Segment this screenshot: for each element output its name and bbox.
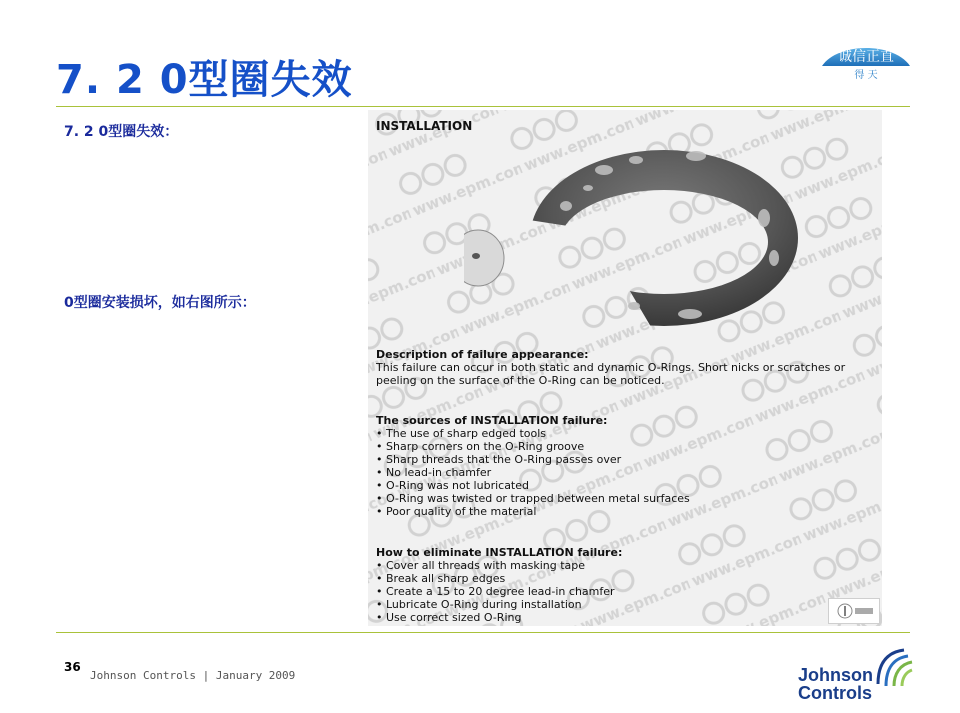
source-item: • Sharp threads that the O-Ring passes over xyxy=(376,453,690,466)
figure-heading: INSTALLATION xyxy=(376,119,473,133)
stamp-icon xyxy=(828,598,880,624)
footer-text: Johnson Controls | January 2009 xyxy=(90,669,296,682)
logo-chinese-sub: 得 天 xyxy=(854,70,878,81)
swirl-icon xyxy=(874,648,914,688)
eliminate-item: • Create a 15 to 20 degree lead-in chamfer xyxy=(376,585,622,598)
eliminate-item: • Cover all threads with masking tape xyxy=(376,559,622,572)
page-number: 36 xyxy=(64,660,81,674)
source-item: • No lead-in chamfer xyxy=(376,466,690,479)
brand-word-1: Johnson xyxy=(798,665,873,685)
eliminate-title: How to eliminate INSTALLATION failure: xyxy=(376,546,623,559)
source-item: • Poor quality of the material xyxy=(376,505,690,518)
eliminate-item: • Break all sharp edges xyxy=(376,572,622,585)
eliminate-item: • Lubricate O-Ring during installation xyxy=(376,598,622,611)
description-line-1: This failure can occur in both static and dynamic O-Rings. Short nicks or scratches or xyxy=(376,361,846,374)
figure-caption: 0型圈安装损坏，如右图所示： xyxy=(64,295,256,311)
source-item: • The use of sharp edged tools xyxy=(376,427,690,440)
section-subtitle: 7. 2 0型圈失效： xyxy=(64,124,179,140)
installation-figure xyxy=(368,110,882,626)
slide-title: 7. 2 0型圈失效 xyxy=(56,57,353,103)
johnson-controls-logo xyxy=(794,648,914,704)
bottom-divider xyxy=(56,632,910,633)
description-title: Description of failure appearance: xyxy=(376,348,589,361)
logo-chinese-main: 诚信正直 xyxy=(838,49,894,65)
source-item: • Sharp corners on the O-Ring groove xyxy=(376,440,690,453)
damaged-o-ring-icon xyxy=(464,140,800,332)
description-line-2: peeling on the surface of the O-Ring can be noticed. xyxy=(376,374,665,387)
top-divider xyxy=(56,106,910,107)
brand-word-2: Controls xyxy=(798,683,872,703)
source-item: • O-Ring was not lubricated xyxy=(376,479,690,492)
source-item: • O-Ring was twisted or trapped between metal surfaces xyxy=(376,492,690,505)
sources-title: The sources of INSTALLATION failure: xyxy=(376,414,608,427)
eliminate-item: • Use correct sized O-Ring xyxy=(376,611,622,624)
company-emblem-icon xyxy=(818,40,914,84)
